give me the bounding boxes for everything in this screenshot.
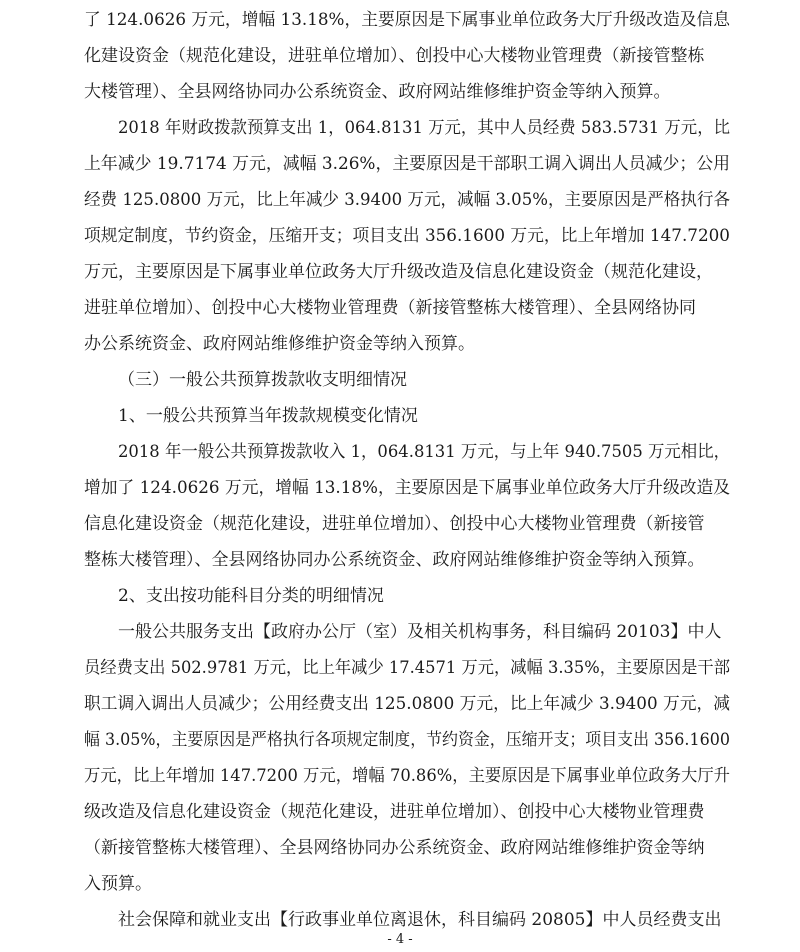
paragraph-line: 2018 年一般公共预算拨款收入 1，064.8131 万元，与上年 940.7505 万元相比， [118,442,730,462]
paragraph-line: 增加了 124.0626 万元，增幅 13.18%，主要原因是下属事业单位政务大厅升级改造及 [84,478,730,498]
paragraph-line: 大楼管理）、全县网络协同办公系统资金、政府网站维修维护资金等纳入预算。 [84,82,671,102]
paragraph-line: 员经费支出 502.9781 万元，比上年减少 17.4571 万元，减幅 3.35%，主要原因是干部 [84,658,730,678]
paragraph-line: 了 124.0626 万元，增幅 13.18%，主要原因是下属事业单位政务大厅升级改造及信息 [84,10,730,30]
paragraph-line: 经费 125.0800 万元，比上年减少 3.9400 万元，减幅 3.05%，主要原因是严格执行各 [84,190,730,210]
paragraph-line: 进驻单位增加）、创投中心大楼物业管理费（新接管整栋大楼管理）、全县网络协同 [84,298,696,318]
paragraph-line: 入预算。 [84,874,152,894]
paragraph-line: 上年减少 19.7174 万元，减幅 3.26%，主要原因是干部职工调入调出人员减少；公用 [84,154,730,174]
paragraph-line: 万元，主要原因是下属事业单位政务大厅升级改造及信息化建设资金（规范化建设， [84,262,713,282]
paragraph-line: 社会保障和就业支出【行政事业单位离退休，科目编码 20805】中人员经费支出 [118,910,722,930]
paragraph-line: 幅 3.05%，主要原因是严格执行各项规定制度，节约资金，压缩开支；项目支出 356.1600 [84,730,730,750]
paragraph-line: 级改造及信息化建设资金（规范化建设，进驻单位增加）、创投中心大楼物业管理费 [84,802,705,822]
section-heading: （三）一般公共预算拨款收支明细情况 [118,370,407,390]
paragraph-line: 化建设资金（规范化建设，进驻单位增加）、创投中心大楼物业管理费（新接管整栋 [84,46,705,66]
paragraph-line: 办公系统资金、政府网站维修维护资金等纳入预算。 [84,334,475,354]
paragraph-line: 信息化建设资金（规范化建设，进驻单位增加）、创投中心大楼物业管理费（新接管 [84,514,705,534]
subsection-heading: 1、一般公共预算当年拨款规模变化情况 [118,406,418,426]
paragraph-line: （新接管整栋大楼管理）、全县网络协同办公系统资金、政府网站维修维护资金等纳 [84,838,705,858]
paragraph-line: 2018 年财政拨款预算支出 1，064.8131 万元，其中人员经费 583.5731 万元，比 [118,118,730,138]
paragraph-line: 项规定制度，节约资金，压缩开支；项目支出 356.1600 万元，比上年增加 147.7200 [84,226,730,246]
subsection-heading: 2、支出按功能科目分类的明细情况 [118,586,384,606]
paragraph-line: 万元，比上年增加 147.7200 万元，增幅 70.86%，主要原因是下属事业单位政务大厅升 [84,766,730,786]
paragraph-line: 一般公共服务支出【政府办公厅（室）及相关机构事务，科目编码 20103】中人 [118,622,722,642]
paragraph-line: 整栋大楼管理）、全县网络协同办公系统资金、政府网站维修维护资金等纳入预算。 [84,550,705,570]
paragraph-line: 职工调入调出人员减少；公用经费支出 125.0800 万元，比上年减少 3.9400 万元，减 [84,694,730,714]
page-number: - 4 - [387,932,413,947]
